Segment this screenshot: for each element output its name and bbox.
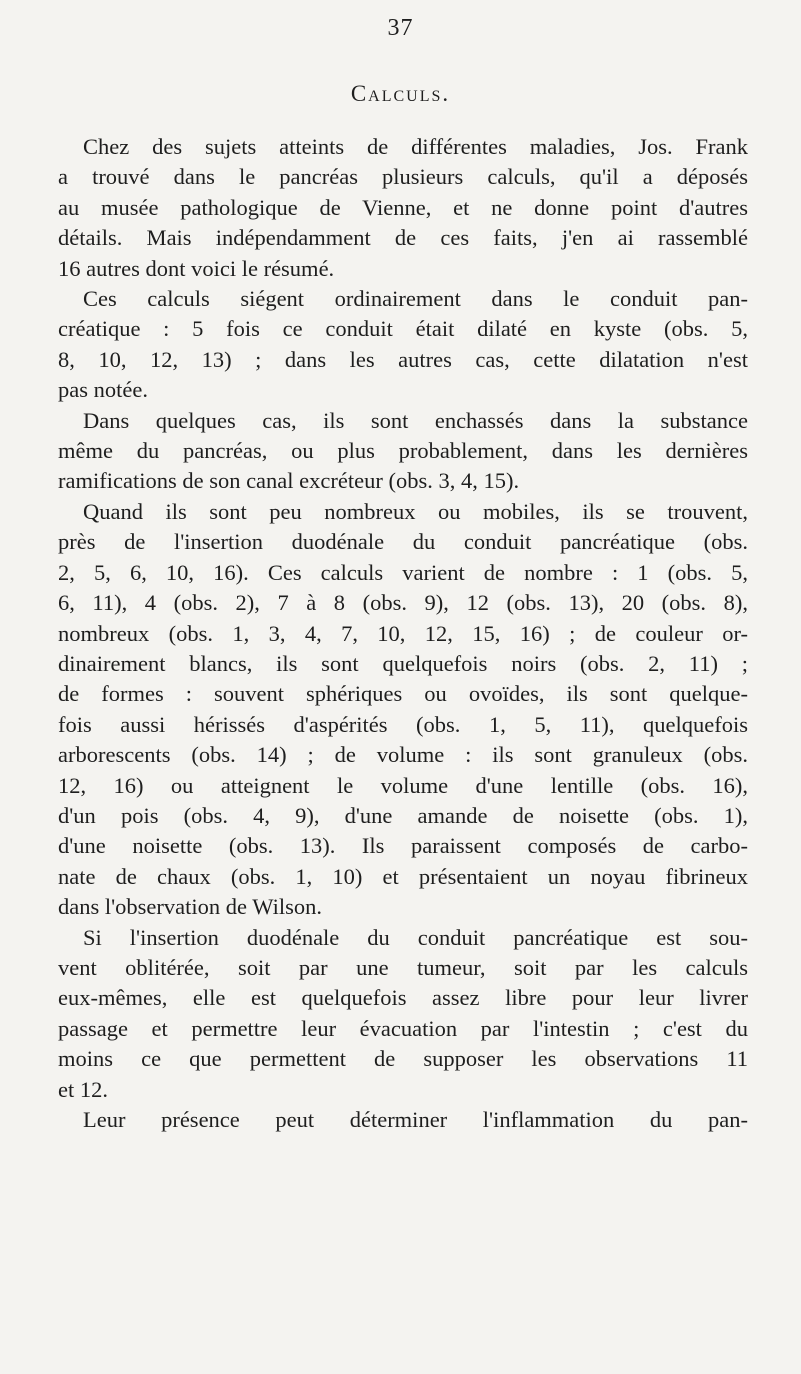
text-line: nombreux (obs. 1, 3, 4, 7, 10, 12, 15, 16) ; de couleur or- [58,620,748,646]
paragraph-4 [58,497,748,923]
paragraph-1 [58,132,748,284]
paragraph-2 [58,284,748,406]
text-line: passage et permettre leur évacuation par l'intestin ; c'est du [58,1015,748,1041]
text-line: Dans quelques cas, ils sont enchassés dans la substance [83,407,748,433]
text-line: et 12. [58,1076,108,1102]
text-line: Ces calculs siégent ordinairement dans le conduit pan- [83,286,748,312]
text-line: près de l'insertion duodénale du conduit pancréatique (obs. [58,529,748,555]
text-line: moins ce que permettent de supposer les observations 11 [58,1046,748,1072]
text-line: pas notée. [58,377,148,403]
text-line: détails. Mais indépendamment de ces faits, j'en ai rassemblé [58,225,748,251]
text-line: au musée pathologique de Vienne, et ne donne point d'autres [58,194,748,220]
text-line: ramifications de son canal excréteur (obs. 3, 4, 15). [58,468,520,494]
text-line: 12, 16) ou atteignent le volume d'une lentille (obs. 16), [58,772,748,798]
text-line: d'un pois (obs. 4, 9), d'une amande de noisette (obs. 1), [58,802,748,828]
text-line: dinairement blancs, ils sont quelquefois noirs (obs. 2, 11) ; [58,650,748,676]
paragraph-5 [58,923,748,1105]
text-line: 6, 11), 4 (obs. 2), 7 à 8 (obs. 9), 12 (obs. 13), 20 (obs. 8), [58,590,748,616]
text-line: Chez des sujets atteints de différentes maladies, Jos. Frank [83,134,748,159]
text-line: 16 autres dont voici le résumé. [58,255,335,281]
page-number: 37 [387,15,414,41]
text-line: Quand ils sont peu nombreux ou mobiles, ils se trouvent, [83,498,748,524]
text-line: de formes : souvent sphériques ou ovoïdes, ils sont quelque- [58,681,748,707]
text-line: 8, 10, 12, 13) ; dans les autres cas, cette dilatation n'est [58,346,748,372]
text-line: même du pancréas, ou plus probablement, dans les dernières [58,438,748,464]
text-line: eux-mêmes, elle est quelquefois assez libre pour leur livrer [58,985,748,1011]
text-line: a trouvé dans le pancréas plusieurs calculs, qu'il a déposés [58,164,748,190]
paragraph-6 [58,1105,748,1135]
body-text [58,132,748,1135]
text-line: vent oblitérée, soit par une tumeur, soit par les calculs [58,954,748,980]
text-line: fois aussi hérissés d'aspérités (obs. 1, 5, 11), quelquefois [58,711,748,737]
section-heading: Calculs. [350,81,451,106]
text-line: d'une noisette (obs. 13). Ils paraissent composés de carbo- [58,833,748,859]
text-line: 2, 5, 6, 10, 16). Ces calculs varient de nombre : 1 (obs. 5, [58,559,748,585]
text-line: créatique : 5 fois ce conduit était dilaté en kyste (obs. 5, [58,316,748,342]
text-line: nate de chaux (obs. 1, 10) et présentaient un noyau fibrineux [58,863,748,889]
text-line: Leur présence peut déterminer l'inflammation du pan- [83,1107,748,1132]
text-line: dans l'observation de Wilson. [58,894,322,920]
text-line: Si l'insertion duodénale du conduit pancréatique est sou- [83,924,748,950]
paragraph-3 [58,406,748,497]
text-line: arborescents (obs. 14) ; de volume : ils sont granuleux (obs. [58,742,748,768]
